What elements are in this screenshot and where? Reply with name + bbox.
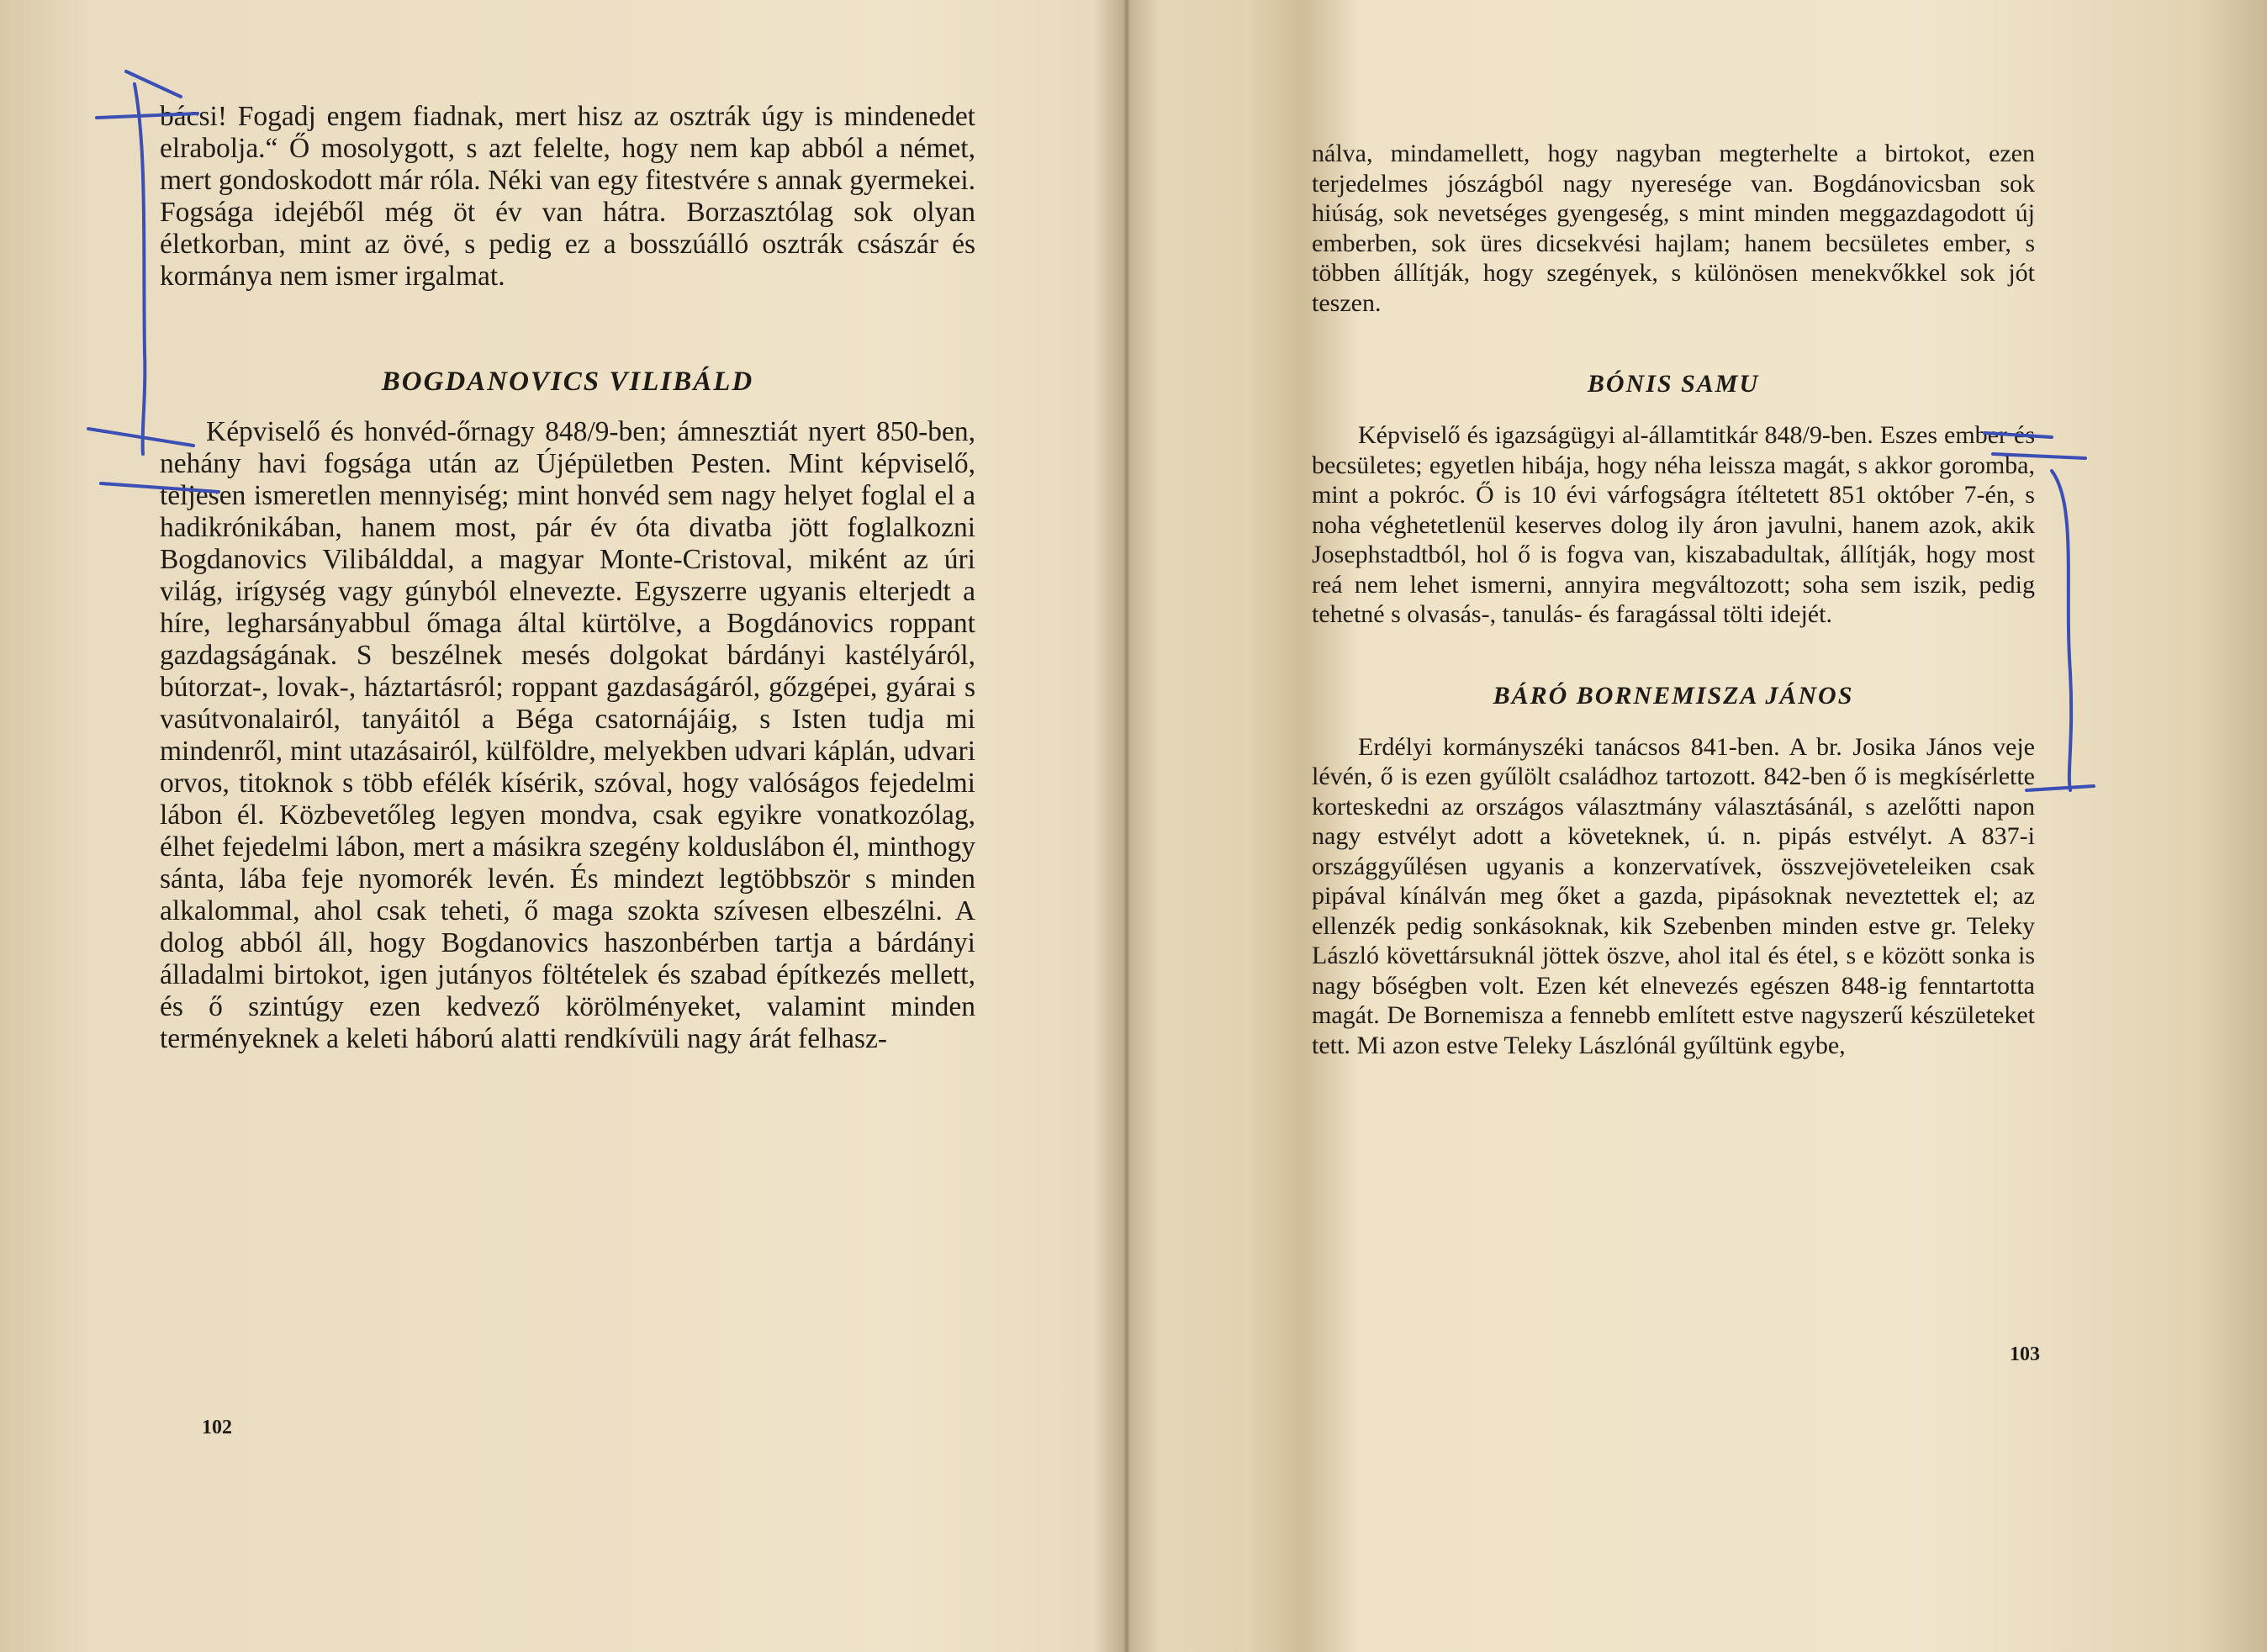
right-paragraph-bonis: Képviselő és igazságügyi al-államtitkár 848/9-ben. Eszes ember és becsületes; egyetlen hibája, hogy néha leissza magát, s akkor goromba, mint a pokróc. Ő is 10 évi várfogságra ítéltetett 851 október 7-én, s noha véghetetlenül keserves dolog ily áron javulni, hanem azok, akik Josephstadtból, hol ő is fogva van, kiszabadultak, állítják, hogy most reá nem lehet ismerni, annyira megváltozott; soha sem iszik, pedig tehetné s olvasás-, tanulás- és faragással tölti idejét. bbox=[1312, 421, 2035, 628]
left-section-heading: BOGDANOVICS VILIBÁLD bbox=[381, 367, 754, 397]
left-intro-paragraph: bácsi! Fogadj engem fiadnak, mert hisz az osztrák úgy is mindenedet elrabolja.“ Ő mosolygott, s azt felelte, hogy nem kap abból a német, mert gondoskodott már róla. Néki van egy fitestvére s annak gyermekei. Fogsága idejéből még öt év van hátra. Borzasztólag sok olyan életkorban, mint az övé, s pedig ez a bosszúálló osztrák császár és kormánya nem ismer irgalmat. bbox=[160, 101, 975, 292]
right-page-number: 103 bbox=[2010, 1343, 2040, 1365]
book-gutter bbox=[1093, 0, 1160, 1652]
right-heading-bornemisza: BÁRÓ BORNEMISZA JÁNOS bbox=[1493, 681, 1854, 710]
left-body-paragraph: Képviselő és honvéd-őrnagy 848/9-ben; ámnesztiát nyert 850-ben, nehány havi fogsága után az Újépületben Pesten. Mint képviselő, teljesen ismeretlen mennyiség; mint honvéd sem nagy helyet foglal el a hadikrónikában, hanem most, pár év óta divatba jött foglalkozni Bogdanovics Vilibálddal, a magyar Monte-Cristoval, miként az úri világ, irígység vagy gúnyból elnevezte. Egyszerre ugyanis elterjedt a híre, legharsányabbul őmaga által kürtölve, a Bogdánovics roppant gazdagságának. S beszélnek mesés dolgokat bárdányi kastélyáról, bútorzat-, lovak-, háztartásról; roppant gazdaságáról, gőzgépei, gyárai s vasútvonalairól, tanyáitól a Béga csatornájáig, s Isten tudja mi mindenről, mint utazásairól, külföldre, melyekben udvari káplán, udvari orvos, titoknok s több efélék kísérik, szóval, hogy valóságos fejedelmi lábon él. Közbevetőleg legyen mondva, csak egyikre vonatkozólag, élhet fejedelmi lábon, mert a másikra szegény kolduslábon él, minthogy sánta, lába feje nyomorék levén. És mindezt legtöbbször s minden alkalommal, ahol csak teheti, ő maga szokta szívesen elbeszélni. A dolog abból áll, hogy Bogdanovics haszonbérben tartja a bárdányi álladalmi birtokot, igen jutányos föltételek és szabad építkezés mellett, és ő szintúgy ezen kedvező körölményeket, valamint minden terményeknek a keleti háború alatti rendkívüli nagy árát felhasz- bbox=[160, 416, 975, 1054]
left-page-number: 102 bbox=[202, 1417, 232, 1438]
right-paragraph-bornemisza: Erdélyi kormányszéki tanácsos 841-ben. A br. Josika János veje lévén, ő is ezen gyűlölt családhoz tartozott. 842-ben ő is megkísérlette korteskedni az országos választmány választásánál, s azelőtti napon nagy estvélyt adott a követeknek, ú. n. pipás estvélyt. A 837-i országgyűlésen ugyanis a konzervatívek, összvejöveteleiken csak pipával kínálván meg őket a gazda, pipásoknak neveztettek el; az ellenzék pedig sonkásoknak, kik Szebenben minden estve gr. Teleky László követtársuknál jöttek öszve, ahol ital és étel, s e között sonka is nagy bőségben volt. Ezen két elnevezés egészen 848-ig fenntartotta magát. De Bornemisza a fennebb említett estve nagyszerű készületeket tett. Mi azon estve Teleky Lászlónál gyűltünk egybe, bbox=[1312, 732, 2035, 1059]
left-page bbox=[160, 101, 975, 1463]
right-page bbox=[1312, 139, 2035, 1400]
right-heading-bonis: BÓNIS SAMU bbox=[1587, 370, 1760, 398]
right-intro-paragraph: nálva, mindamellett, hogy nagyban megterhelte a birtokot, ezen terjedelmes jószágból nagy nyeresége van. Bogdánovicsban sok hiúság, sok nevetséges gyengeség, s mint minden meggazdagodott új emberben, sok üres dicsekvési hajlam; hanem becsületes ember, s többen állítják, hogy szegények, s különösen menekvőkkel sok jót teszen. bbox=[1312, 140, 2035, 317]
